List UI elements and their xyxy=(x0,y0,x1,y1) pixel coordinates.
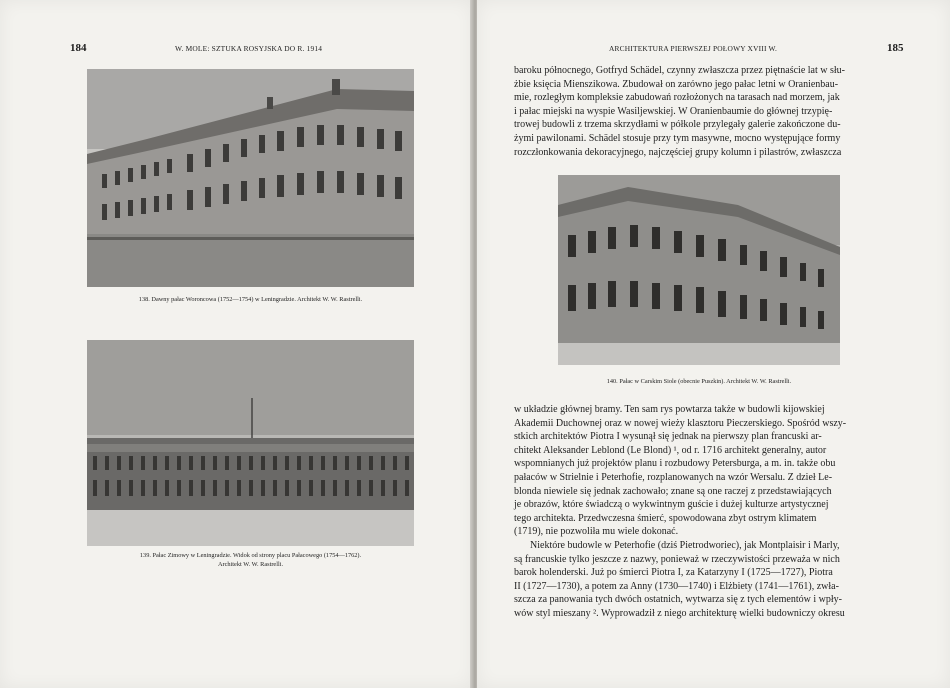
text-line: szcza za panowania tych dwóch ostatnich, wytwarza się z tych elementów i wpły- xyxy=(514,594,842,606)
text-line: wspomnianych już projektów planu i rozbudowy Petersburga, a m. in. także obu xyxy=(514,458,836,470)
winter-palace-photo xyxy=(87,340,414,546)
paragraph-top xyxy=(514,64,907,159)
running-head-right: ARCHITEKTURA PIERWSZEJ POŁOWY XVIII W. xyxy=(609,44,778,53)
text-line: tego architekta. Przedwczesna śmierć, spowodowana zbyt ostrym klimatem xyxy=(514,512,817,524)
vorontsov-palace-photo xyxy=(87,69,414,287)
text-line: w układzie głównej bramy. Ten sam rys powtarza także w budowli kijowskiej xyxy=(514,404,825,415)
caption-line: Architekt W. W. Rastrelli. xyxy=(217,560,284,568)
text-line: chitekt Aleksander Leblond (Le Blond) ¹, od r. 1716 architekt generalny, autor xyxy=(514,444,827,456)
text-line: wów styl mieszany ². Wyprowadził z niego architekturę wielki budowniczy okresu xyxy=(514,607,845,619)
page-number-right: 185 xyxy=(887,42,904,54)
text-line: barok holenderski. Już po śmierci Piotra I, za Katarzyny I (1725—1727), Piotra xyxy=(514,567,833,579)
text-line: baroku północnego, Gotfryd Schädel, czynny zwłaszcza przez piętnaście lat w słu- xyxy=(514,65,845,76)
text-line: żymi pawilonami. Schädel stosuje przy tym masywne, mocno występujące formy xyxy=(514,132,841,144)
figure-138-caption xyxy=(87,296,414,305)
text-line: (1719), nie pozwoliła mu wiele dokonać. xyxy=(514,526,679,538)
text-line: trowej budowli z trzema skrzydłami w półkole przylegały galerie zakończone du- xyxy=(514,119,841,131)
text-line: żbie księcia Mienszikowa. Zbudował on zarówno jego pałac letni w Oranienbau- xyxy=(514,78,839,90)
right-page xyxy=(477,0,950,688)
caption-line: 139. Pałac Zimowy w Leningradzie. Widok od strony placu Pałacowego (1754—1762). xyxy=(139,552,362,559)
text-line: II (1727—1730), a potem za Anny (1730—1740) i Elżbiety (1741—1761), zwła- xyxy=(514,580,839,592)
figure-138-photo xyxy=(87,69,414,287)
text-line: pałaców w Strielnie i Peterhofie, rozplanowanych na wzór Wersalu. Z dzieł Le- xyxy=(514,471,833,483)
running-head-left: W. MOLE: SZTUKA ROSYJSKA DO R. 1914 xyxy=(175,44,323,53)
paragraph-middle xyxy=(514,403,907,621)
tsarskoye-selo-palace-photo xyxy=(558,175,840,365)
page-number-left: 184 xyxy=(70,42,87,54)
text-line: mie, rozległym kompleksie zabudowań rozłożonych na tarasach nad morzem, jak xyxy=(514,92,840,104)
caption-line: 138. Dawny pałac Woroncowa (1752—1754) w Leningradzie. Architekt W. W. Rastrelli. xyxy=(138,296,363,303)
figure-139-photo xyxy=(87,340,414,546)
text-line: Akademii Duchownej oraz w nowej wieży klasztoru Pieczerskiego. Spośród wszy- xyxy=(514,417,847,429)
figure-140-caption: 140. Pałac w Carskim Siole (obecnie Puszkin). Architekt W. W. Rastrelli. xyxy=(606,378,792,385)
figure-140-photo xyxy=(558,175,840,365)
text-line: blonda niewiele się jednak zachowało; znane są one raczej z przedstawiających xyxy=(514,485,832,497)
figure-139-caption xyxy=(87,552,414,569)
text-line: stkich architektów Piotra I wysunął się jednak na pierwszy plan francuski ar- xyxy=(514,431,822,443)
text-line: rozczłonkowania dekoracyjnego, najczęściej grupy kolumn i pilastrów, zwłaszcza xyxy=(514,146,842,158)
text-line: i pałac miejski na wyspie Wasiljewskiej. W Oranienbaumie do głównej trzypię- xyxy=(514,105,833,117)
text-line: są francuskie tylko jeszcze z nazwy, ponieważ w rzeczywistości przeważa w nich xyxy=(514,553,840,565)
text-line: Niektóre budowle w Peterhofie (dziś Pietrodworiec), jak Montplaisir i Marly, xyxy=(530,539,840,551)
left-page xyxy=(0,0,473,688)
text-line: je obrazów, które świadczą o wykwintnym guście i dużej kulturze artystycznej xyxy=(514,499,829,511)
